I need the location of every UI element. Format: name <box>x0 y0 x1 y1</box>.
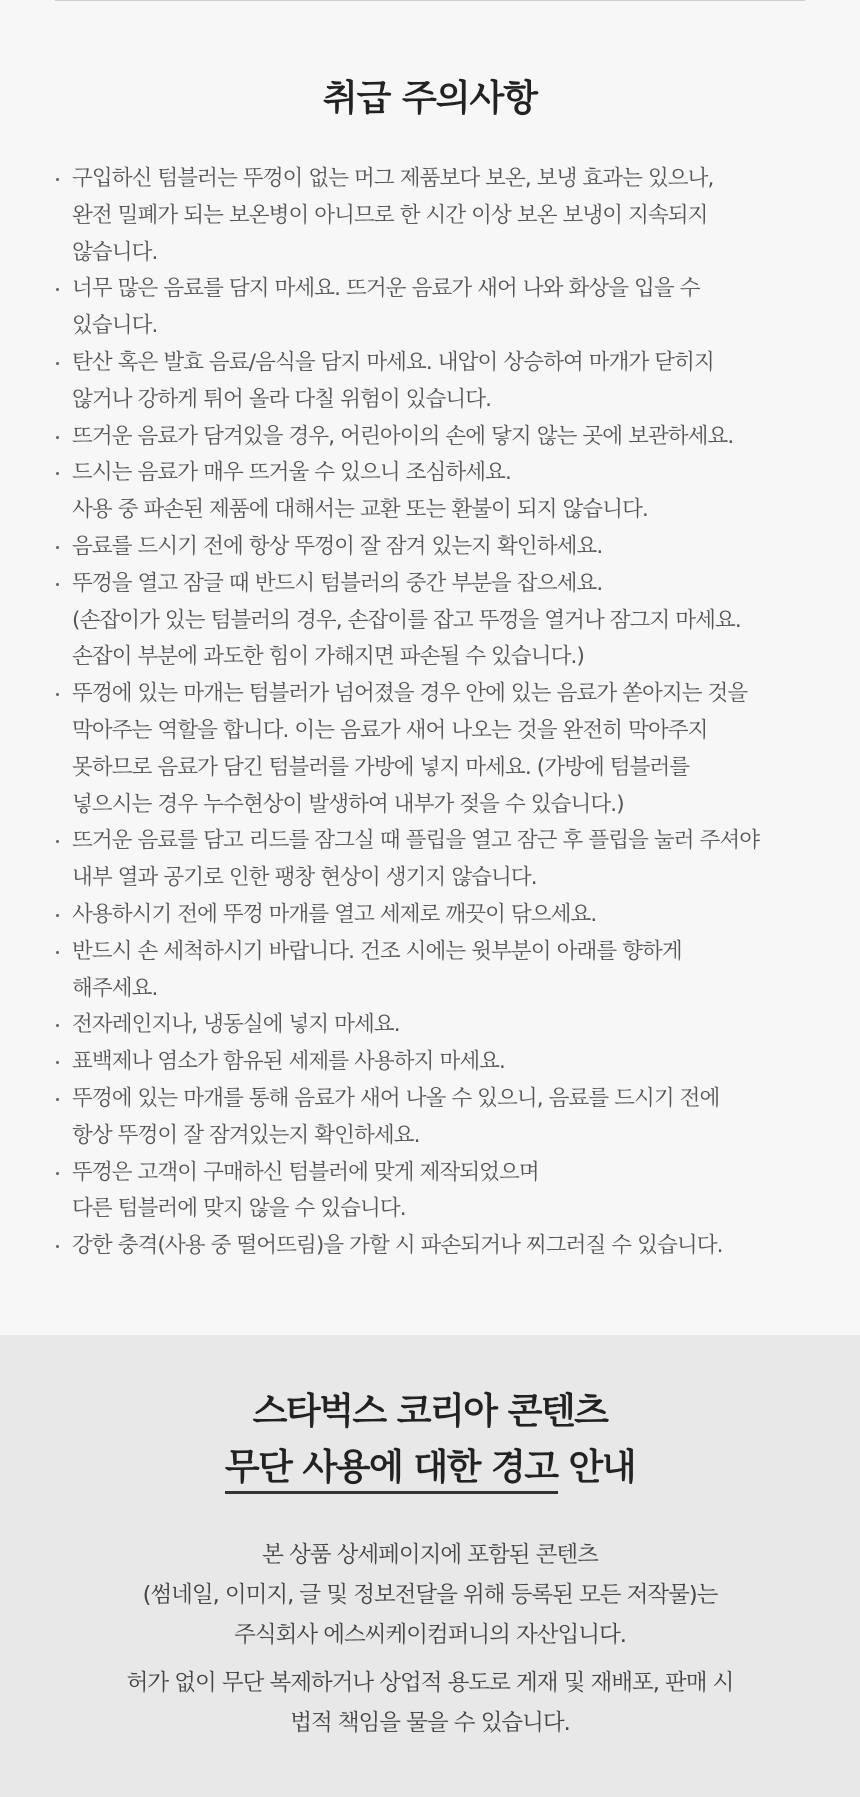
warning-line: 주식회사 에스씨케이컴퍼니의 자산입니다. <box>234 1622 626 1648</box>
caution-item-line: 않습니다. <box>72 239 158 265</box>
caution-item <box>52 1044 812 1081</box>
caution-item <box>52 934 812 1008</box>
caution-item <box>52 1155 812 1229</box>
caution-item-line: 뜨거운 음료를 담고 리드를 잠그실 때 플립을 열고 잠근 후 플립을 눌러 주셔야 <box>72 828 760 854</box>
caution-item <box>52 529 812 566</box>
caution-item-line: 막아주는 역할을 합니다. 이는 음료가 새어 나오는 것을 완전히 막아주지 <box>72 717 708 743</box>
caution-item <box>52 1081 812 1155</box>
caution-item-line: 내부 열과 공기로 인한 팽창 현상이 생기지 않습니다. <box>72 865 537 891</box>
caution-item-line: 드시는 음료가 매우 뜨거울 수 있으니 조심하세요. <box>72 460 511 486</box>
caution-item-line: 사용 중 파손된 제품에 대해서는 교환 또는 환불이 되지 않습니다. <box>72 497 648 523</box>
warning-line: (썸네일, 이미지, 글 및 정보전달을 위해 등록된 모든 저작물)는 <box>142 1582 718 1608</box>
caution-item-line: 반드시 손 세척하시기 바랍니다. 건조 시에는 윗부분이 아래를 향하게 <box>72 938 682 964</box>
caution-item <box>52 1007 812 1044</box>
caution-item <box>52 271 812 345</box>
caution-item-line: 사용하시기 전에 뚜껑 마개를 열고 세제로 깨끗이 닦으세요. <box>72 901 597 927</box>
warning-title-underlined: 무단 사용에 대한 경고 <box>225 1445 558 1494</box>
caution-item <box>52 823 812 897</box>
copyright-warning-section <box>0 1335 860 1797</box>
caution-item <box>52 419 812 456</box>
caution-item-line: 해주세요. <box>72 975 158 1001</box>
caution-item-line: 너무 많은 음료를 담지 마세요. 뜨거운 음료가 새어 나와 화상을 입을 수 <box>72 276 700 302</box>
caution-item <box>52 1228 812 1265</box>
caution-item <box>52 897 812 934</box>
caution-item <box>52 566 812 676</box>
warning-title-line-2 <box>0 1440 860 1496</box>
caution-item-line: 넣으시는 경우 누수현상이 발생하여 내부가 젖을 수 있습니다.) <box>72 791 624 817</box>
caution-item-line: 뚜껑을 열고 잠글 때 반드시 텀블러의 중간 부분을 잡으세요. <box>72 570 603 596</box>
caution-item-line: (손잡이가 있는 텀블러의 경우, 손잡이를 잡고 뚜껑을 열거나 잠그지 마세요. <box>72 607 741 633</box>
caution-item <box>52 345 812 419</box>
warning-line: 허가 없이 무단 복제하거나 상업적 용도로 게재 및 재배포, 판매 시 <box>126 1670 734 1696</box>
warning-paragraph <box>0 1663 860 1743</box>
caution-item-line: 강한 충격(사용 중 떨어뜨림)을 가할 시 파손되거나 찌그러질 수 있습니다. <box>72 1233 723 1259</box>
caution-item-line: 음료를 드시기 전에 항상 뚜껑이 잘 잠겨 있는지 확인하세요. <box>72 533 603 559</box>
warning-title-rest: 안내 <box>557 1447 636 1488</box>
caution-item-line: 구입하신 텀블러는 뚜껑이 없는 머그 제품보다 보온, 보냉 효과는 있으나, <box>72 166 714 191</box>
warning-line: 본 상품 상세페이지에 포함된 콘텐츠 <box>262 1542 598 1568</box>
caution-title: 취급 주의사항 <box>322 78 538 119</box>
caution-item-line: 못하므로 음료가 담긴 텀블러를 가방에 넣지 마세요. (가방에 텀블러를 <box>72 754 690 780</box>
caution-item-line: 전자레인지나, 냉동실에 넣지 마세요. <box>72 1012 400 1038</box>
caution-item-line: 뚜껑에 있는 마개는 텀블러가 넘어졌을 경우 안에 있는 음료가 쏟아지는 것을 <box>72 681 748 707</box>
caution-item-line: 뚜껑에 있는 마개를 통해 음료가 새어 나올 수 있으니, 음료를 드시기 전에 <box>72 1085 720 1111</box>
caution-item-line: 항상 뚜껑이 잘 잠겨있는지 확인하세요. <box>72 1122 420 1148</box>
caution-list <box>52 161 812 1265</box>
caution-item-line: 손잡이 부분에 과도한 힘이 가해지면 파손될 수 있습니다.) <box>72 644 584 670</box>
caution-item-line: 뜨거운 음료가 담겨있을 경우, 어린아이의 손에 닿지 않는 곳에 보관하세요. <box>72 423 734 449</box>
warning-paragraph <box>0 1535 860 1655</box>
caution-item <box>52 455 812 529</box>
caution-item-line: 있습니다. <box>72 313 158 339</box>
caution-item <box>52 161 812 271</box>
caution-item-line: 완전 밀폐가 되는 보온병이 아니므로 한 시간 이상 보온 보냉이 지속되지 <box>72 202 708 228</box>
caution-item <box>52 676 812 823</box>
caution-item-line: 않거나 강하게 튀어 올라 다칠 위험이 있습니다. <box>72 386 492 412</box>
top-divider <box>55 0 805 1</box>
warning-body <box>0 1535 860 1743</box>
caution-item-line: 다른 텀블러에 맞지 않을 수 있습니다. <box>72 1196 406 1222</box>
warning-title-line-1: 스타벅스 코리아 콘텐츠 <box>252 1391 608 1432</box>
caution-item-line: 탄산 혹은 발효 음료/음식을 담지 마세요. 내압이 상승하여 마개가 닫히지 <box>72 349 714 375</box>
warning-title <box>0 1384 860 1496</box>
caution-item-line: 표백제나 염소가 함유된 세제를 사용하지 마세요. <box>72 1049 505 1075</box>
warning-line: 법적 책임을 물을 수 있습니다. <box>290 1710 570 1736</box>
caution-item-line: 뚜껑은 고객이 구매하신 텀블러에 맞게 제작되었으며 <box>72 1159 539 1185</box>
